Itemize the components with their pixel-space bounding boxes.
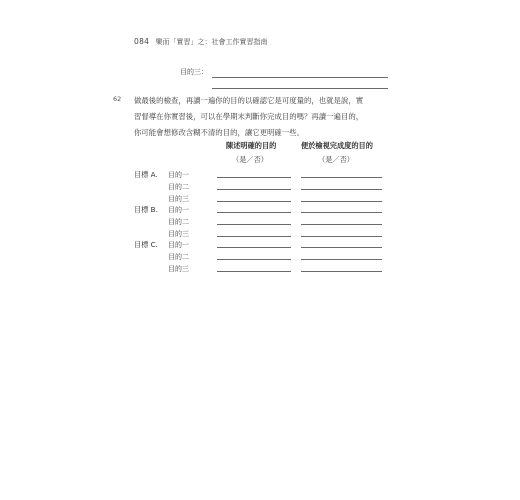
objective-label: 目的二 <box>168 253 189 261</box>
question-text <box>134 93 394 141</box>
column-sub-specific: （是／否） <box>232 155 268 164</box>
objective-label: 目的三 <box>168 265 189 273</box>
objective-three-label: 目的三： <box>180 68 208 76</box>
goal-label-b: 目標 B. <box>134 205 158 214</box>
answer-line <box>217 236 291 237</box>
answer-line <box>217 259 291 260</box>
goal-label-a: 目標 A. <box>134 170 158 179</box>
objective-label: 目的三 <box>168 230 189 238</box>
objective-label: 目的一 <box>168 171 189 179</box>
question-line: 做最後的檢查，再讀一遍你的目的以確認它是可度量的，也就是說，實 <box>134 96 364 105</box>
answer-line <box>217 201 291 202</box>
answer-line <box>301 212 382 213</box>
answer-line <box>217 247 291 248</box>
objective-label: 目的一 <box>168 206 189 214</box>
objective-label: 目的一 <box>168 241 189 249</box>
answer-line <box>301 189 382 190</box>
answer-line <box>301 259 382 260</box>
answer-line <box>301 247 382 248</box>
objective-three-line-2 <box>212 88 388 89</box>
answer-line <box>301 177 382 178</box>
column-heading-measurable: 便於檢視完成度的目的 <box>301 141 373 150</box>
answer-line <box>217 177 291 178</box>
running-title: 樂而「實習」之：社會工作實習指南 <box>155 38 268 46</box>
answer-line <box>301 201 382 202</box>
goal-label-c: 目標 C. <box>134 240 158 249</box>
answer-line <box>301 271 382 272</box>
objective-label: 目的二 <box>168 183 189 191</box>
answer-line <box>301 236 382 237</box>
question-line: 習督導在你實習後，可以在學期末判斷你完成目的嗎？再讀一遍目的， <box>134 112 364 121</box>
page-number: 084 <box>134 37 150 46</box>
answer-line <box>217 224 291 225</box>
answer-line <box>301 224 382 225</box>
question-line: 你可能會想修改含糊不清的目的，讓它更明確一些。 <box>134 128 304 137</box>
column-heading-specific: 陳述明確的目的 <box>226 141 277 150</box>
answer-line <box>217 189 291 190</box>
answer-line <box>217 271 291 272</box>
answer-line <box>217 212 291 213</box>
objective-label: 目的三 <box>168 195 189 203</box>
column-sub-measurable: （是／否） <box>318 155 354 164</box>
question-number: 62 <box>113 95 122 103</box>
page-header <box>134 37 267 47</box>
objective-label: 目的二 <box>168 218 189 226</box>
objective-three-line-1 <box>212 77 388 78</box>
